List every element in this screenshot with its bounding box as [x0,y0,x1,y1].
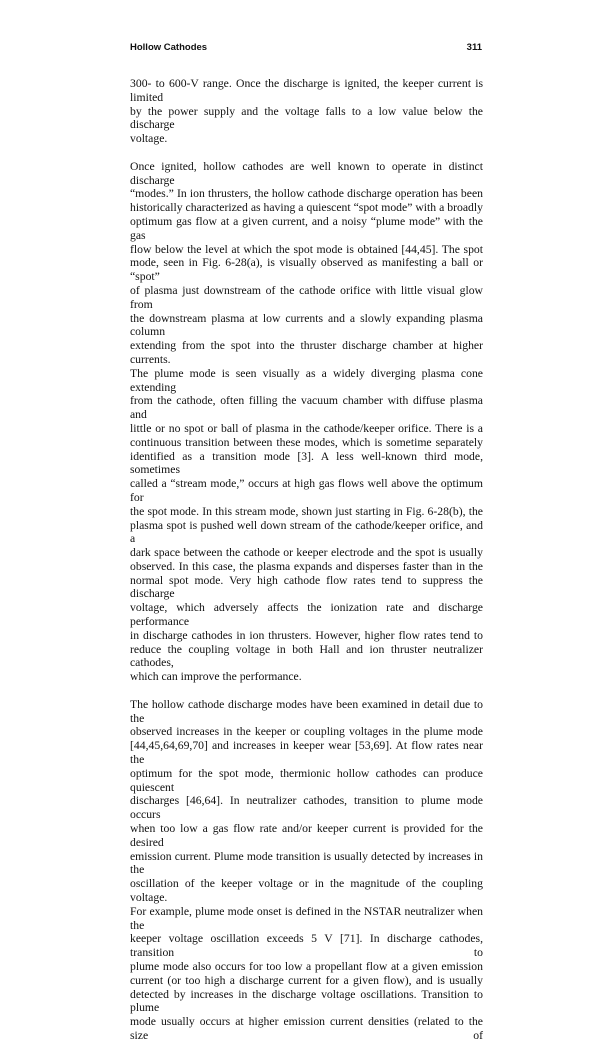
text-line: by the power supply and the voltage falls to a low value below the discharge [130,104,483,132]
text-line: The hollow cathode discharge modes have been examined in detail due to the [130,697,483,725]
text-line: 300- to 600-V range. Once the discharge is ignited, the keeper current is limited [130,77,483,104]
text-line: current (or too high a discharge current for a given flow), and is usually [130,973,483,987]
text-line: identified as a transition mode [3]. A less well-known third mode, sometimes [130,449,483,477]
text-line: which can improve the performance. [130,670,302,684]
text-line: detected by increases in the discharge voltage oscillations. Transition to plume [130,987,483,1015]
text-line: observed. In this case, the plasma expands and disperses faster than in the [130,559,483,573]
text-line: emission current. Plume mode transition is usually detected by increases in the [130,849,483,877]
text-line: little or no spot or ball of plasma in the cathode/keeper orifice. There is a [130,421,483,435]
text-line: optimum for the spot mode, thermionic hollow cathodes can produce quiescent [130,766,483,794]
text-line: extending from the spot into the thruster discharge chamber at higher currents. [130,339,483,366]
text-line: discharges [46,64]. In neutralizer cathodes, transition to plume mode occurs [130,794,483,822]
text-line: optimum gas flow at a given current, and a noisy “plume mode” with the gas [130,214,483,242]
text-line: oscillation of the keeper voltage or in the magnitude of the coupling voltage. [130,877,483,905]
text-line: voltage, which adversely affects the ionization rate and discharge performance [130,601,483,629]
text-line: historically characterized as having a quiescent “spot mode” with a broadly [130,201,483,215]
text-line: when too low a gas flow rate and/or keeper current is provided for the desired [130,822,483,849]
text-line: observed increases in the keeper or coupling voltages in the plume mode [130,725,483,739]
text-line: dark space between the cathode or keeper electrode and the spot is usually [130,546,483,560]
page-number: 311 [466,42,482,53]
text-line: keeper voltage oscillation exceeds 5 V [71]. In discharge cathodes, transition to [130,932,483,960]
text-line: the downstream plasma at low currents and a slowly expanding plasma column [130,311,483,339]
text-line: normal spot mode. Very high cathode flow rates tend to suppress the discharge [130,573,483,601]
text-line: flow below the level at which the spot mode is obtained [44,45]. The spot [130,242,483,256]
text-line: “modes.” In ion thrusters, the hollow cathode discharge operation has been [130,187,483,201]
text-line: in discharge cathodes in ion thrusters. However, higher flow rates tend to [130,628,483,642]
running-header [130,42,482,56]
text-line: from the cathode, often filling the vacuum chamber with diffuse plasma and [130,394,483,422]
paragraph-3 [130,698,483,1043]
text-line: called a “stream mode,” occurs at high gas flows well above the optimum for [130,477,483,504]
text-line: [44,45,64,69,70] and increases in keeper wear [53,69]. At flow rates near the [130,739,483,767]
paragraph-1 [130,77,483,146]
text-line: mode, seen in Fig. 6-28(a), is visually observed as manifesting a ball or “spot” [130,256,483,284]
text-line: voltage. [130,132,168,146]
text-line: plasma spot is pushed well down stream of the cathode/keeper orifice, and a [130,518,483,546]
text-line: the spot mode. In this stream mode, shown just starting in Fig. 6-28(b), the [130,504,483,518]
text-line: continuous transition between these modes, which is sometime separately [130,435,483,449]
running-header-title: Hollow Cathodes [130,42,208,53]
page-body [130,77,483,1057]
text-line: reduce the coupling voltage in both Hall and ion thruster neutralizer cathodes, [130,642,483,670]
text-line: plume mode also occurs for too low a propellant flow at a given emission [130,960,483,973]
paragraph-2 [130,160,483,684]
text-line: For example, plume mode onset is defined in the NSTAR neutralizer when the [130,904,483,932]
text-line: Once ignited, hollow cathodes are well known to operate in distinct discharge [130,159,483,187]
text-line: mode usually occurs at higher emission current densities (related to the size of [130,1015,483,1042]
text-line: The plume mode is seen visually as a widely diverging plasma cone extending [130,366,483,394]
text-line: of plasma just downstream of the cathode orifice with little visual glow from [130,283,483,311]
